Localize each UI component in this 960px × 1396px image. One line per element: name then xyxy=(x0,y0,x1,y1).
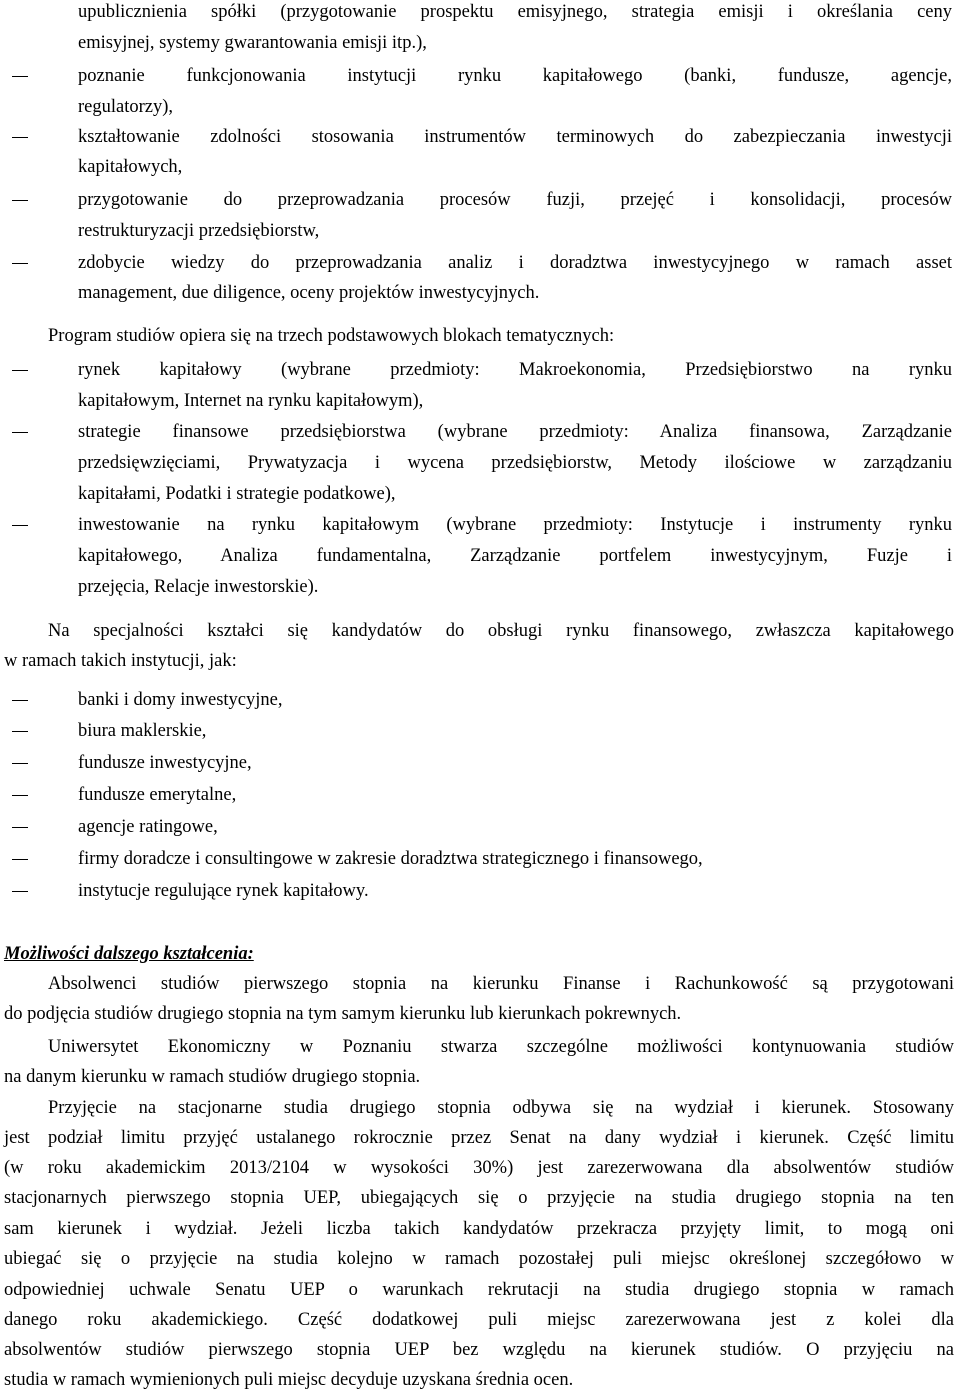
dash-bullet-icon xyxy=(12,827,28,828)
paragraph-line: Absolwenci studiów pierwszego stopnia na kierunku Finanse i Rachunkowość są przygotowani xyxy=(48,974,954,994)
list-item-line: przejęcia, Relacje inwestorskie). xyxy=(78,577,319,597)
paragraph-line: absolwentów studiów pierwszego stopnia UEP bez względu na kierunek studiów. O przyjęciu na xyxy=(4,1340,954,1360)
paragraph-line: na danym kierunku w ramach studiów drugiego stopnia. xyxy=(4,1067,421,1087)
dash-bullet-icon xyxy=(12,731,28,732)
list-item-line: kapitałowego, Analiza fundamentalna, Zarządzanie portfelem inwestycyjnym, Fuzje i xyxy=(78,546,952,566)
paragraph-line: stacjonarnych pierwszego stopnia UEP, ubiegających się o przyjęcie na studia drugiego stopnia na ten xyxy=(4,1188,954,1208)
list-item-text: fundusze inwestycyjne, xyxy=(78,753,252,773)
dash-bullet-icon xyxy=(12,763,28,764)
dash-bullet-icon xyxy=(12,795,28,796)
paragraph-line: studia w ramach wymienionych puli miejsc decyduje uzyskana średnia ocen. xyxy=(4,1370,574,1390)
list-item-line: management, due diligence, oceny projektów inwestycyjnych. xyxy=(78,283,540,303)
dash-bullet-icon xyxy=(12,200,28,201)
paragraph-line: jest podział limitu przyjęć ustalanego rokrocznie przez Senat na dany wydział i kierunek. Część limitu xyxy=(4,1128,954,1148)
dash-bullet-icon xyxy=(12,700,28,701)
dash-bullet-icon xyxy=(12,859,28,860)
list-item-text: biura maklerskie, xyxy=(78,721,207,741)
paragraph-line: w ramach takich instytucji, jak: xyxy=(4,651,237,671)
program-intro: Program studiów opiera się na trzech podstawowych blokach tematycznych: xyxy=(48,326,615,346)
list-item-line: inwestowanie na rynku kapitałowym (wybrane przedmioty: Instytucje i instrumenty rynku xyxy=(78,515,952,535)
list-item-line: kształtowanie zdolności stosowania instrumentów terminowych do zabezpieczania inwestycji xyxy=(78,127,952,147)
paragraph-line: danego roku akademickiego. Część dodatkowej puli miejsc zarezerwowana jest z kolei dla xyxy=(4,1310,954,1330)
list-item-text: banki i domy inwestycyjne, xyxy=(78,690,283,710)
list-item-line: rynek kapitałowy (wybrane przedmioty: Makroekonomia, Przedsiębiorstwo na rynku xyxy=(78,360,952,380)
dash-bullet-icon xyxy=(12,432,28,433)
list-item-text: firmy doradcze i consultingowe w zakresie doradztwa strategicznego i finansowego, xyxy=(78,849,703,869)
list-item-text: agencje ratingowe, xyxy=(78,817,218,837)
paragraph-line: (w roku akademickim 2013/2104 w wysokości 30%) jest zarezerwowana dla absolwentów studiów xyxy=(4,1158,954,1178)
list-item-line: emisyjnej, systemy gwarantowania emisji itp.), xyxy=(78,33,427,53)
section-heading: Możliwości dalszego kształcenia: xyxy=(4,944,254,964)
paragraph-line: do podjęcia studiów drugiego stopnia na tym samym kierunku lub kierunkach pokrewnych. xyxy=(4,1004,682,1024)
list-item-line: kapitałowym, Internet na rynku kapitałowym), xyxy=(78,391,424,411)
list-item-line: kapitałami, Podatki i strategie podatkowe), xyxy=(78,484,396,504)
list-item-line: przygotowanie do przeprowadzania procesów fuzji, przejęć i konsolidacji, procesów xyxy=(78,190,952,210)
list-item-text: fundusze emerytalne, xyxy=(78,785,237,805)
list-item-line: restrukturyzacji przedsiębiorstw, xyxy=(78,221,320,241)
paragraph-line: Przyjęcie na stacjonarne studia drugiego stopnia odbywa się na wydział i kierunek. Stosowany xyxy=(48,1098,954,1118)
list-item-line: kapitałowych, xyxy=(78,157,183,177)
list-item-line: poznanie funkcjonowania instytucji rynku kapitałowego (banki, fundusze, agencje, xyxy=(78,66,952,86)
paragraph-line: ubiegać się o przyjęcie na studia kolejno w ramach pozostałej puli miejsc określonej szczegółowo w xyxy=(4,1249,954,1269)
dash-bullet-icon xyxy=(12,891,28,892)
dash-bullet-icon xyxy=(12,137,28,138)
list-item-line: upublicznienia spółki (przygotowanie prospektu emisyjnego, strategia emisji i określania ceny xyxy=(78,2,952,22)
list-item-line: zdobycie wiedzy do przeprowadzania analiz i doradztwa inwestycyjnego w ramach asset xyxy=(78,253,952,273)
list-item-line: regulatorzy), xyxy=(78,97,174,117)
list-item-line: strategie finansowe przedsiębiorstwa (wybrane przedmioty: Analiza finansowa, Zarządzanie xyxy=(78,422,952,442)
paragraph-line: sam kierunek i wydział. Jeżeli liczba takich kandydatów przekracza przyjęty limit, to mogą oni xyxy=(4,1219,954,1239)
list-item-text: instytucje regulujące rynek kapitałowy. xyxy=(78,881,369,901)
list-item-line: przedsięwzięciami, Prywatyzacja i wycena przedsiębiorstw, Metody ilościowe w zarządzaniu xyxy=(78,453,952,473)
paragraph-line: Na specjalności kształci się kandydatów do obsługi rynku finansowego, zwłaszcza kapitałowego xyxy=(48,621,954,641)
dash-bullet-icon xyxy=(12,76,28,77)
dash-bullet-icon xyxy=(12,370,28,371)
dash-bullet-icon xyxy=(12,525,28,526)
dash-bullet-icon xyxy=(12,263,28,264)
paragraph-line: odpowiedniej uchwale Senatu UEP o warunkach rekrutacji na studia drugiego stopnia w ramach xyxy=(4,1280,954,1300)
paragraph-line: Uniwersytet Ekonomiczny w Poznaniu stwarza szczególne możliwości kontynuowania studiów xyxy=(48,1037,954,1057)
